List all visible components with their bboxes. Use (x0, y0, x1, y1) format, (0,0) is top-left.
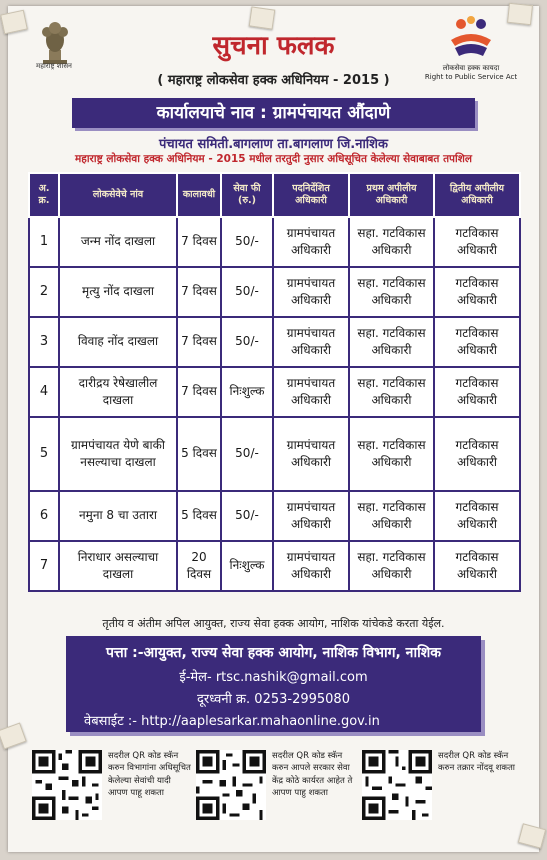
qr-block-services (28, 748, 192, 826)
cell-serial: 6 (29, 491, 59, 541)
notice-subtitle: ( महाराष्ट्र लोकसेवा हक्क अधिनियम - 2015 ) (157, 73, 390, 88)
cell-designated-officer: ग्रामपंचायत अधिकारी (273, 317, 349, 367)
column-header-second-appellate: द्वितीय अपीलीय अधिकारी (434, 173, 520, 217)
qr-caption: सदरील QR कोड स्कॅन करुन तक्रार नोंदवू शकता (438, 751, 515, 774)
qr-block-centres (192, 748, 356, 826)
cell-designated-officer: ग्रामपंचायत अधिकारी (273, 417, 349, 491)
qr-code-icon (32, 750, 102, 820)
cell-service-name: नमुना 8 चा उतारा (59, 491, 177, 541)
cell-duration: 7 दिवस (177, 217, 221, 267)
column-header-service-name: लोकसेवेचे नांव (59, 173, 177, 217)
cell-second-appellate: गटविकास अधिकारी (434, 267, 520, 317)
column-header-duration: कालावधी (177, 173, 221, 217)
cell-serial: 5 (29, 417, 59, 491)
table-row (29, 317, 520, 367)
cell-designated-officer: ग्रामपंचायत अधिकारी (273, 367, 349, 417)
cell-serial: 4 (29, 367, 59, 417)
qr-code-icon (362, 750, 432, 820)
phone-line: दूरध्वनी क्र. 0253-2995080 (197, 692, 350, 707)
cell-serial: 3 (29, 317, 59, 367)
table-row (29, 217, 520, 267)
cell-second-appellate: गटविकास अधिकारी (434, 417, 520, 491)
table-row (29, 267, 520, 317)
appeal-note: तृतीय व अंतीम अपिल आयुक्त, राज्य सेवा हक्क आयोग, नाशिक यांचेकडे करता येईल. (102, 617, 445, 630)
address-box (66, 636, 481, 732)
cell-second-appellate: गटविकास अधिकारी (434, 541, 520, 591)
cell-fee: 50/- (221, 217, 273, 267)
cell-duration: 5 दिवस (177, 417, 221, 491)
cell-fee: 50/- (221, 267, 273, 317)
thumbtack-paper (0, 722, 27, 749)
cell-duration: 20 दिवस (177, 541, 221, 591)
email-line: ई-मेल- rtsc.nashik@gmail.com (179, 670, 368, 685)
notice-title: सुचना फलक (212, 31, 335, 61)
qr-caption: सदरील QR कोड स्कॅन करुन विभागांना अधिसूचित केलेल्या सेवांची यादी आपण पाहू शकता (108, 751, 191, 798)
cell-fee: 50/- (221, 417, 273, 491)
table-row (29, 491, 520, 541)
cell-serial: 2 (29, 267, 59, 317)
office-name-banner: कार्यालयाचे नाव : ग्रामपंचायत औंदाणे (72, 98, 475, 128)
cell-service-name: ग्रामपंचायत येणे बाकी नसल्याचा दाखला (59, 417, 177, 491)
cell-first-appellate: सहा. गटविकास अधिकारी (349, 267, 434, 317)
cell-second-appellate: गटविकास अधिकारी (434, 317, 520, 367)
cell-first-appellate: सहा. गटविकास अधिकारी (349, 417, 434, 491)
address-line: पत्ता :-आयुक्त, राज्य सेवा हक्क आयोग, नाशिक विभाग, नाशिक (106, 645, 441, 661)
services-table (28, 172, 521, 592)
cell-fee: 50/- (221, 317, 273, 367)
rts-logo-text-english: Right to Public Service Act (424, 73, 518, 81)
cell-first-appellate: सहा. गटविकास अधिकारी (349, 541, 434, 591)
table-row (29, 541, 520, 591)
column-header-fee: सेवा फी (रु.) (221, 173, 273, 217)
cell-duration: 7 दिवस (177, 317, 221, 367)
cell-service-name: दारीद्रय रेषेखालील दाखला (59, 367, 177, 417)
cell-second-appellate: गटविकास अधिकारी (434, 367, 520, 417)
column-header-first-appellate: प्रथम अपीलीय अधिकारी (349, 173, 434, 217)
cell-service-name: निराधार असल्याचा दाखला (59, 541, 177, 591)
qr-code-icon (196, 750, 266, 820)
cell-fee: 50/- (221, 491, 273, 541)
cell-service-name: विवाह नोंद दाखला (59, 317, 177, 367)
thumbtack-paper (518, 823, 546, 849)
cell-designated-officer: ग्रामपंचायत अधिकारी (273, 541, 349, 591)
table-row (29, 417, 520, 491)
cell-designated-officer: ग्रामपंचायत अधिकारी (273, 267, 349, 317)
cell-service-name: मृत्यु नोंद दाखला (59, 267, 177, 317)
cell-serial: 1 (29, 217, 59, 267)
samiti-line: पंचायत समिती.बागलाण ता.बागलाण जि.नाशिक (159, 137, 388, 152)
cell-fee: निःशुल्क (221, 541, 273, 591)
qr-caption: सदरील QR कोड स्कॅन करुन आपले सरकार सेवा केंद्र कोठे कार्यरत आहेत ते आपण पाहु शकता (272, 751, 353, 798)
cell-designated-officer: ग्रामपंचायत अधिकारी (273, 217, 349, 267)
cell-serial: 7 (29, 541, 59, 591)
cell-second-appellate: गटविकास अधिकारी (434, 217, 520, 267)
cell-first-appellate: सहा. गटविकास अधिकारी (349, 317, 434, 367)
column-header-designated-officer: पदनिर्देशित अधिकारी (273, 173, 349, 217)
table-row (29, 367, 520, 417)
emblem-label: महाराष्ट्र शासन (36, 62, 72, 70)
rts-logo-text-marathi: लोकसेवा हक्क कायदा (442, 64, 500, 72)
cell-designated-officer: ग्रामपंचायत अधिकारी (273, 491, 349, 541)
cell-duration: 7 दिवस (177, 367, 221, 417)
cell-duration: 7 दिवस (177, 267, 221, 317)
cell-service-name: जन्म नोंद दाखला (59, 217, 177, 267)
cell-duration: 5 दिवस (177, 491, 221, 541)
qr-block-complaint (358, 748, 522, 826)
notice-board (8, 6, 539, 852)
cell-first-appellate: सहा. गटविकास अधिकारी (349, 367, 434, 417)
website-line: वेबसाईट :- http://aaplesarkar.mahaonline.gov.in (84, 714, 380, 729)
column-header-serial: अ. क्र. (29, 173, 59, 217)
cell-fee: निःशुल्क (221, 367, 273, 417)
act-reference-line: महाराष्ट्र लोकसेवा हक्क अधिनियम - 2015 मधील तरतुदी नुसार अधिसूचित केलेल्या सेवाबाबत तपशिल (74, 153, 472, 165)
cell-first-appellate: सहा. गटविकास अधिकारी (349, 491, 434, 541)
cell-first-appellate: सहा. गटविकास अधिकारी (349, 217, 434, 267)
cell-second-appellate: गटविकास अधिकारी (434, 491, 520, 541)
table-header-row (29, 173, 520, 217)
